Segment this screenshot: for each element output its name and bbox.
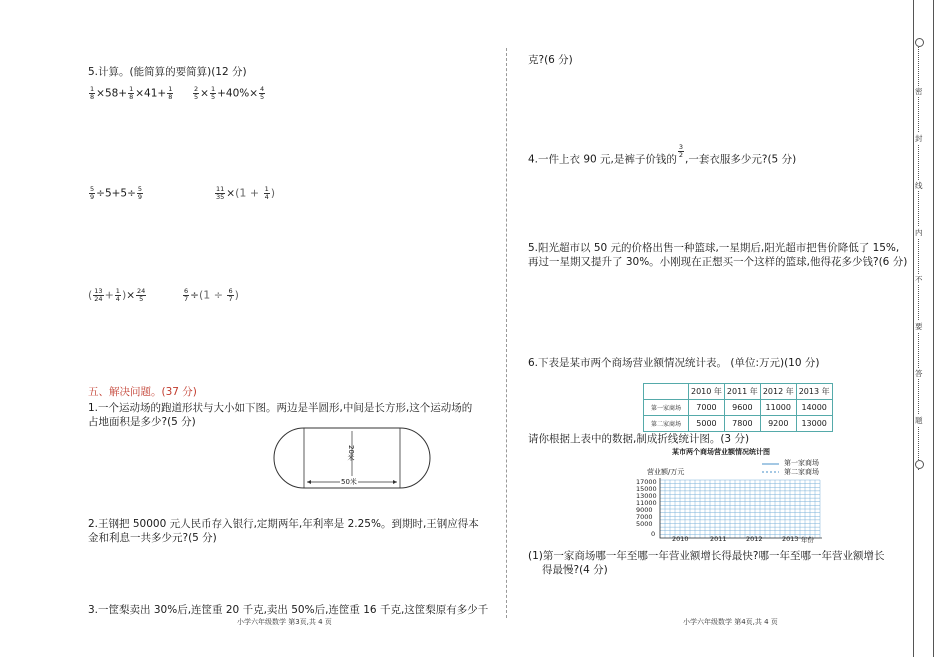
seal-dotted-line	[918, 40, 919, 470]
problem-4: 4.一件上衣 90 元,是裤子价钱的 $\frac{3}{2}$ ,一套衣服多少元?(5 分)	[528, 143, 797, 166]
table-cell: 9200	[760, 416, 796, 432]
fraction: $\frac{1}{8}$	[129, 85, 134, 101]
table-cell: 7800	[724, 416, 760, 432]
table-cell: 2012 年	[760, 384, 796, 400]
problem-1-line-1: 1.一个运动场的跑道形状与大小如下图。两边是半圆形,中间是长方形,这个运动场的	[88, 402, 473, 414]
binding-border-right	[933, 0, 934, 657]
x-axis-unit: 年份	[801, 536, 814, 544]
fraction: $\frac{6}{7}$	[184, 287, 189, 303]
problem-6-title: 6.下表是某市两个商场营业额情况统计表。 (单位:万元)(10 分)	[528, 357, 820, 369]
table-row	[644, 400, 833, 416]
seal-char: 答	[915, 369, 923, 378]
y-tick-label: 5000	[636, 520, 653, 528]
problem-5-line-1: 5.阳光超市以 50 元的价格出售一种篮球,一星期后,阳光超市把售价降低了 15%,	[528, 242, 900, 254]
problem-6-instruction: 请你根据上表中的数据,制成折线统计图。(3 分)	[528, 433, 750, 445]
table-cell: 2010 年	[689, 384, 725, 400]
binding-hole-top	[915, 38, 924, 47]
problem-1-line-2: 占地面积是多少?(5 分)	[88, 416, 196, 428]
problem-5-line-2: 再过一星期又提升了 30%。小刚现在正想买一个这样的篮球,他得花多少钱?(6 分)	[528, 256, 908, 268]
table-cell: 9600	[724, 400, 760, 416]
calc-expression-3: $\frac{5}{9}$ ÷5+5÷ $\frac{5}{9}$	[90, 185, 143, 201]
fraction: $\frac{6}{7}$	[228, 287, 233, 303]
fraction: $\frac{11}{35}$	[216, 185, 225, 201]
calc-expression-6: $\frac{6}{7}$ ÷(1 ÷ $\frac{6}{7}$ )	[184, 287, 239, 303]
y-tick-label: 7000	[636, 513, 653, 521]
x-tick-label: 2012	[746, 535, 763, 543]
chart-title: 某市两个商场营业额情况统计图	[672, 448, 770, 456]
y-tick-label: 17000	[636, 478, 657, 486]
fraction: $\frac{2}{5}$	[194, 85, 199, 101]
y-tick-label: 11000	[636, 499, 657, 507]
table-cell: 14000	[796, 400, 832, 416]
fraction: $\frac{24}{5}$	[137, 287, 146, 303]
seal-char: 不	[915, 275, 923, 284]
table-cell: 5000	[689, 416, 725, 432]
section-5-title: 五、解决问题。(37 分)	[88, 386, 197, 398]
x-tick-label: 2010	[672, 535, 689, 543]
legend-item-2: 第二家商场	[784, 468, 819, 476]
calc-expression-1: $\frac{1}{8}$ ×58+ $\frac{1}{8}$ ×41+ $\frac{1}{8}$	[90, 85, 173, 101]
question-1-line-2: 得最慢?(4 分)	[542, 564, 608, 576]
table-cell	[644, 384, 689, 400]
fraction: $\frac{5}{9}$	[90, 185, 95, 201]
problem-2-line-1: 2.王钢把 50000 元人民币存入银行,定期两年,年利率是 2.25%。到期时,王钢应得本	[88, 518, 479, 530]
y-tick-label: 13000	[636, 492, 657, 500]
calc-expression-5: ( $\frac{13}{24}$ + $\frac{1}{4}$ )× $\frac{24}{5}$	[88, 287, 146, 303]
question-5-title: 5.计算。(能简算的要简算)(12 分)	[88, 66, 247, 78]
table-cell: 13000	[796, 416, 832, 432]
problem-2-line-2: 金和利息一共多少元?(5 分)	[88, 532, 217, 544]
binding-border-left	[913, 0, 914, 657]
binding-hole-bottom	[915, 460, 924, 469]
table-cell: 2013 年	[796, 384, 832, 400]
track-height-label: 20米	[347, 445, 355, 461]
seal-char: 题	[915, 416, 923, 425]
chart-legend-lines	[762, 461, 780, 475]
seal-char: 密	[915, 87, 923, 96]
right-page-footer: 小学六年级数学 第4页,共 4 页	[683, 618, 778, 626]
revenue-table	[643, 383, 833, 432]
chart-y-label: 营业额/万元	[647, 468, 685, 476]
calc-expression-2: $\frac{2}{5}$ × $\frac{1}{5}$ +40%× $\frac{4}{5}$	[194, 85, 265, 101]
table-cell: 第一家商场	[644, 400, 689, 416]
problem-3-continued: 克?(6 分)	[528, 54, 573, 66]
problem-3-line-1: 3.一筐梨卖出 30%后,连筐重 20 千克,卖出 50%后,连筐重 16 千克,这筐梨原有多少千	[88, 604, 489, 616]
fraction: $\frac{4}{5}$	[260, 85, 265, 101]
left-page-footer: 小学六年级数学 第3页,共 4 页	[237, 618, 332, 626]
seal-char: 内	[915, 228, 923, 237]
calc-expression-4: $\frac{11}{35}$ ×(1 + $\frac{1}{4}$ )	[216, 185, 276, 201]
seal-char: 线	[915, 181, 923, 190]
table-cell: 第二家商场	[644, 416, 689, 432]
seal-char: 封	[915, 134, 923, 143]
fraction: $\frac{1}{8}$	[90, 85, 95, 101]
legend-item-1: 第一家商场	[784, 459, 819, 467]
fraction: $\frac{3}{2}$	[678, 143, 684, 159]
table-cell: 11000	[760, 400, 796, 416]
page-divider	[506, 48, 507, 618]
fraction: $\frac{1}{8}$	[168, 85, 173, 101]
seal-char: 要	[915, 322, 923, 331]
fraction: $\frac{1}{4}$	[264, 185, 269, 201]
x-tick-label: 2013	[782, 535, 799, 543]
table-cell: 2011 年	[724, 384, 760, 400]
question-1-line-1: (1)第一家商场哪一年至哪一年营业额增长得最快?哪一年至哪一年营业额增长	[528, 550, 885, 562]
track-width-label: 50米	[341, 478, 357, 486]
table-cell: 7000	[689, 400, 725, 416]
fraction: $\frac{1}{4}$	[115, 287, 120, 303]
y-tick-label: 15000	[636, 485, 657, 493]
x-tick-label: 2011	[710, 535, 727, 543]
table-header-row	[644, 384, 833, 400]
fraction: $\frac{1}{5}$	[210, 85, 216, 101]
fraction: $\frac{5}{9}$	[137, 185, 143, 201]
y-tick-label: 0	[651, 530, 656, 538]
table-row	[644, 416, 833, 432]
fraction: $\frac{13}{24}$	[94, 287, 103, 303]
y-tick-label: 9000	[636, 506, 653, 514]
